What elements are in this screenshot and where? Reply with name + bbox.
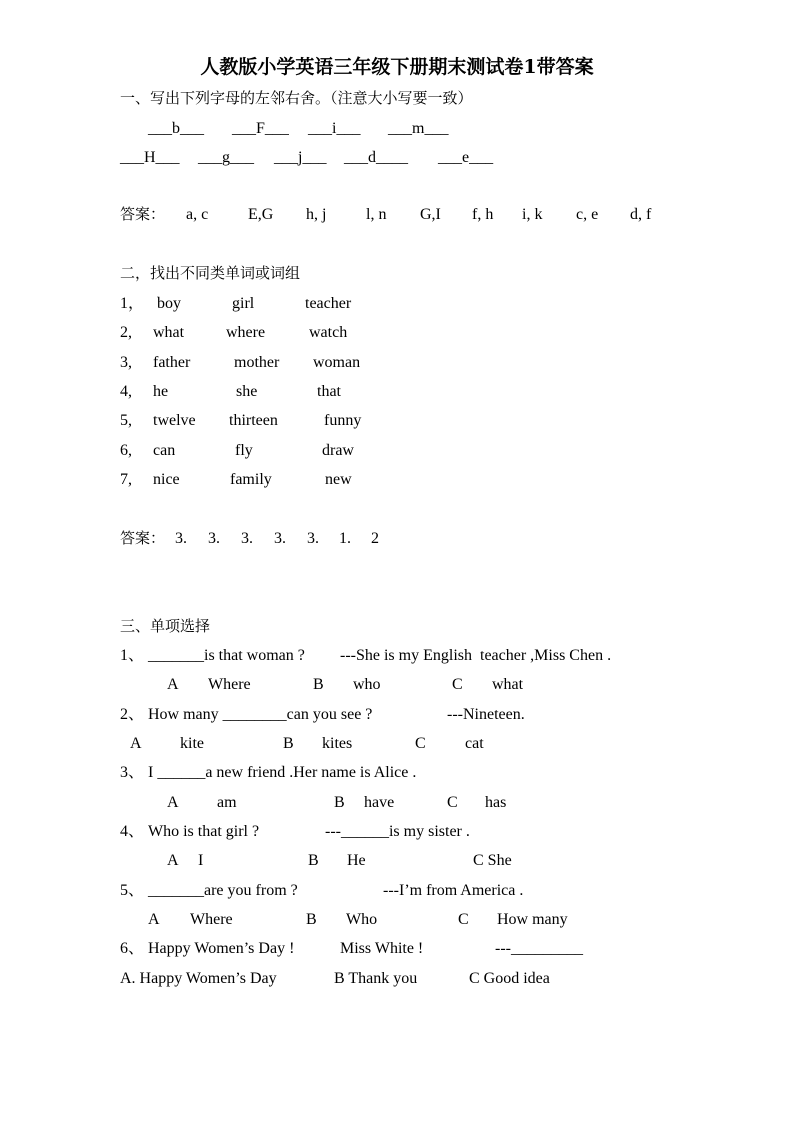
answer-item: 3. bbox=[274, 530, 286, 547]
option-text: who bbox=[353, 676, 381, 693]
answer-item: f, h bbox=[472, 206, 494, 223]
option-letter: B bbox=[306, 911, 317, 928]
answer-label: 答案： bbox=[120, 205, 166, 223]
section3-heading: 三、单项选择 bbox=[120, 617, 211, 635]
option-letter: B bbox=[283, 735, 294, 752]
question-number: 6、 bbox=[120, 940, 145, 957]
item-number: 5, bbox=[120, 412, 132, 429]
letter-blank: ___b___ bbox=[148, 120, 204, 137]
option-text: kites bbox=[322, 735, 353, 752]
reply-text: ---______is my sister . bbox=[325, 823, 470, 840]
letter-blank: ___j___ bbox=[274, 149, 327, 166]
option-letter: A bbox=[167, 676, 179, 693]
question-number: 5、 bbox=[120, 882, 145, 899]
option-text: I bbox=[198, 852, 204, 869]
option-letter: A bbox=[130, 735, 142, 752]
answer-item: a, c bbox=[186, 206, 209, 223]
question-number: 4、 bbox=[120, 823, 145, 840]
option-text: Where bbox=[208, 676, 251, 693]
word: boy bbox=[157, 295, 181, 312]
word: watch bbox=[309, 324, 348, 341]
question-text: Happy Women’s Day ! bbox=[148, 940, 295, 957]
item-number: 2, bbox=[120, 324, 132, 341]
word: can bbox=[153, 442, 176, 459]
option-text: am bbox=[217, 794, 237, 811]
word: draw bbox=[322, 442, 354, 459]
option-letter: B bbox=[308, 852, 319, 869]
item-number: 1， bbox=[120, 295, 145, 312]
answer-item: 2 bbox=[371, 530, 379, 547]
option-text: C She bbox=[473, 852, 512, 869]
letter-blank: ___e___ bbox=[438, 149, 494, 166]
option-letter: C bbox=[458, 911, 469, 928]
word: that bbox=[317, 383, 341, 400]
option-letter: A bbox=[148, 911, 160, 928]
option-text: has bbox=[485, 794, 507, 811]
word: she bbox=[236, 383, 258, 400]
option-text: He bbox=[347, 852, 366, 869]
option-text: A. Happy Women’s Day bbox=[120, 970, 277, 987]
question-number: 3、 bbox=[120, 764, 145, 781]
reply-text: ---Nineteen. bbox=[447, 706, 525, 723]
option-text: cat bbox=[465, 735, 484, 752]
letter-blank: ___m___ bbox=[388, 120, 449, 137]
question-text: How many ________can you see ? bbox=[148, 706, 373, 723]
answer-item: G,I bbox=[420, 206, 441, 223]
item-number: 6, bbox=[120, 442, 132, 459]
section1-heading: 一、写出下列字母的左邻右舍。（注意大小写要一致） bbox=[120, 89, 473, 107]
letter-blank: ___H___ bbox=[120, 149, 180, 166]
word: what bbox=[153, 324, 185, 341]
option-letter: B bbox=[334, 794, 345, 811]
reply-text: ---I’m from America . bbox=[383, 882, 524, 899]
reply-text: ---_________ bbox=[495, 940, 583, 957]
option-letter: C bbox=[415, 735, 426, 752]
option-text: Who bbox=[346, 911, 378, 928]
section2-heading: 二，找出不同类单词或词组 bbox=[120, 264, 301, 282]
word: twelve bbox=[153, 412, 196, 429]
answer-item: i, k bbox=[522, 206, 543, 223]
question-text: Miss White ! bbox=[340, 940, 424, 957]
option-text: what bbox=[492, 676, 524, 693]
question-text: Who is that girl ? bbox=[148, 823, 260, 840]
answer-item: 3. bbox=[307, 530, 319, 547]
question-text: _______are you from ? bbox=[148, 882, 298, 899]
option-text: have bbox=[364, 794, 395, 811]
letter-blank: ___g___ bbox=[198, 149, 254, 166]
answer-item: l, n bbox=[366, 206, 387, 223]
letter-blank: ___d____ bbox=[344, 149, 408, 166]
word: he bbox=[153, 383, 169, 400]
option-letter: C bbox=[452, 676, 463, 693]
word: funny bbox=[324, 412, 362, 429]
option-text: How many bbox=[497, 911, 568, 928]
option-text: Where bbox=[190, 911, 233, 928]
answer-item: c, e bbox=[576, 206, 599, 223]
word: mother bbox=[234, 354, 280, 371]
answer-item: E,G bbox=[248, 206, 274, 223]
page-title: 人教版小学英语三年级下册期末测试卷1带答案 bbox=[200, 56, 594, 78]
answer-item: 1. bbox=[339, 530, 351, 547]
word: woman bbox=[313, 354, 361, 371]
word: teacher bbox=[305, 295, 352, 312]
answer-item: d, f bbox=[630, 206, 652, 223]
option-letter: B bbox=[313, 676, 324, 693]
word: girl bbox=[232, 295, 255, 312]
word: thirteen bbox=[229, 412, 278, 429]
option-text: C Good idea bbox=[469, 970, 550, 987]
option-letter: A bbox=[167, 852, 179, 869]
question-text: _______is that woman ? bbox=[148, 647, 305, 664]
word: where bbox=[226, 324, 266, 341]
item-number: 3, bbox=[120, 354, 132, 371]
reply-text: ---She is my English teacher ,Miss Chen . bbox=[340, 647, 612, 664]
option-text: kite bbox=[180, 735, 204, 752]
answer-item: 3. bbox=[175, 530, 187, 547]
answer-item: 3. bbox=[208, 530, 220, 547]
answer-item: h, j bbox=[306, 206, 327, 223]
word: father bbox=[153, 354, 191, 371]
option-letter: C bbox=[447, 794, 458, 811]
letter-blank: ___i___ bbox=[308, 120, 361, 137]
option-text: B Thank you bbox=[334, 970, 418, 987]
answer-item: 3. bbox=[241, 530, 253, 547]
word: fly bbox=[235, 442, 253, 459]
word: family bbox=[230, 471, 272, 488]
item-number: 7, bbox=[120, 471, 132, 488]
answer-label: 答案： bbox=[120, 529, 166, 547]
question-number: 1、 bbox=[120, 647, 145, 664]
question-text: I ______a new friend .Her name is Alice . bbox=[148, 764, 417, 781]
word: new bbox=[325, 471, 352, 488]
letter-blank: ___F___ bbox=[232, 120, 289, 137]
option-letter: A bbox=[167, 794, 179, 811]
word: nice bbox=[153, 471, 180, 488]
question-number: 2、 bbox=[120, 706, 145, 723]
item-number: 4, bbox=[120, 383, 132, 400]
